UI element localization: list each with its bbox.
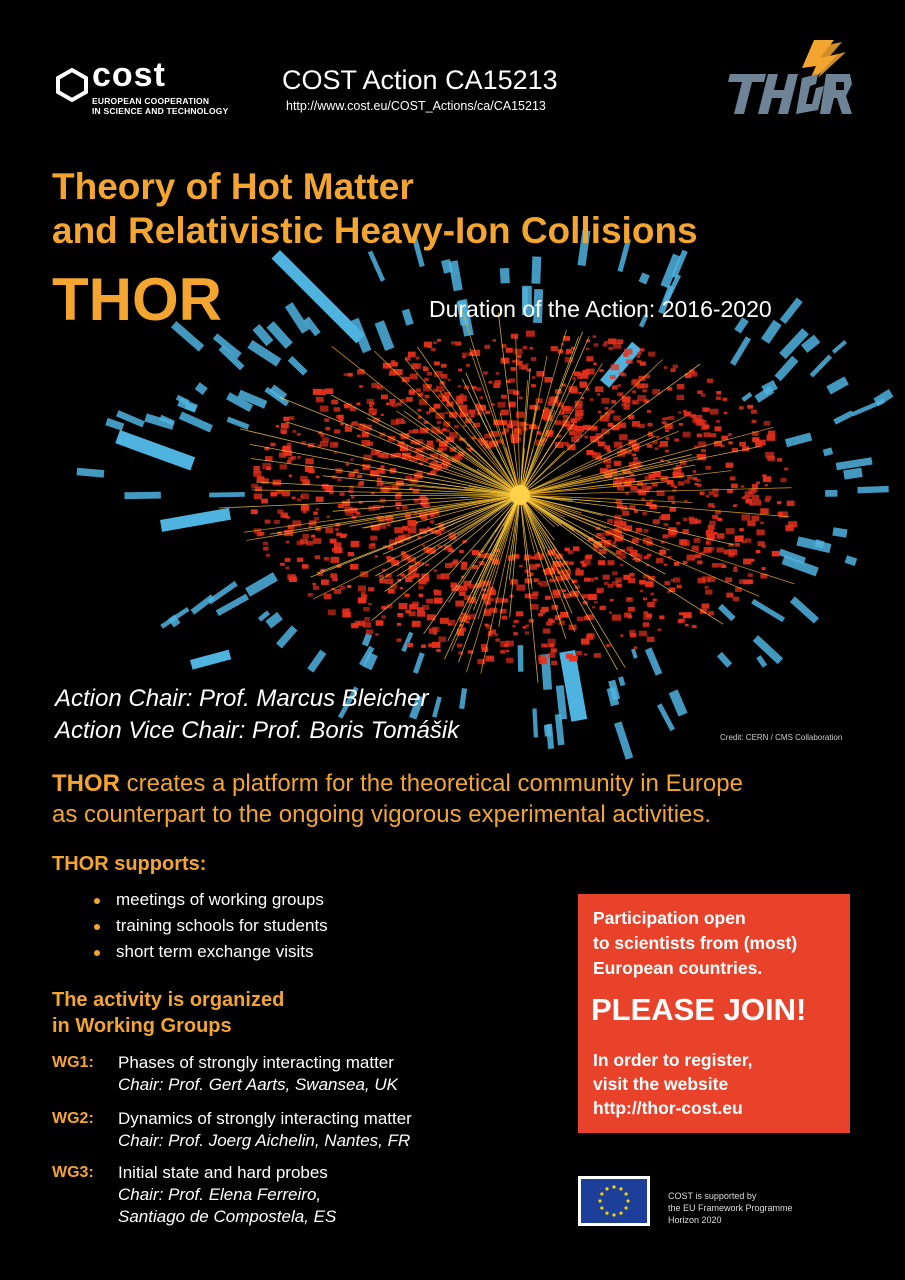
thor-acronym: THOR — [52, 266, 222, 333]
bullet-icon — [94, 924, 100, 930]
intro-highlight: THOR — [52, 770, 120, 797]
action-title: COST Action CA15213 — [282, 65, 558, 95]
eu-flag-icon — [578, 1176, 650, 1226]
bullet-icon — [94, 950, 100, 956]
action-chair: Action Chair: Prof. Marcus Bleicher — [55, 685, 429, 712]
list-item: meetings of working groups — [94, 887, 328, 913]
join-cta: PLEASE JOIN! — [591, 992, 807, 1027]
action-url[interactable]: http://www.cost.eu/COST_Actions/ca/CA15213 — [286, 99, 546, 113]
cost-wordmark: cost — [92, 56, 166, 94]
list-item: training schools for students — [94, 913, 328, 939]
action-vice-chair: Action Vice Chair: Prof. Boris Tomášik — [55, 717, 460, 744]
duration-text: Duration of the Action: 2016-2020 — [429, 296, 772, 322]
main-title: Theory of Hot Matter and Relativistic Heavy-Ion Collisions — [52, 166, 698, 251]
groups-heading: The activity is organized in Working Groups — [52, 989, 285, 1037]
cost-subtitle: EUROPEAN COOPERATION IN SCIENCE AND TECHNOLOGY — [92, 96, 229, 116]
thor-logo-icon — [722, 38, 858, 120]
supports-list — [94, 887, 328, 965]
supports-heading: THOR supports: — [52, 853, 207, 875]
image-credit: Credit: CERN / CMS Collaboration — [720, 733, 843, 742]
bullet-icon — [94, 898, 100, 904]
join-box: Participation open to scientists from (most) European countries. PLEASE JOIN! In order to register, visit the website http://thor-cost.eu — [578, 894, 850, 1133]
action-chairs — [55, 683, 459, 747]
list-item: short term exchange visits — [94, 939, 328, 965]
intro-paragraph: THOR creates a platform for the theoretical community in Europe as counterpart to the ongoing vigorous experimental activities. — [52, 770, 743, 828]
eu-support-text: COST is supported by the EU Framework Programme Horizon 2020 — [668, 1191, 793, 1225]
register-link[interactable]: http://thor-cost.eu — [593, 1098, 743, 1118]
